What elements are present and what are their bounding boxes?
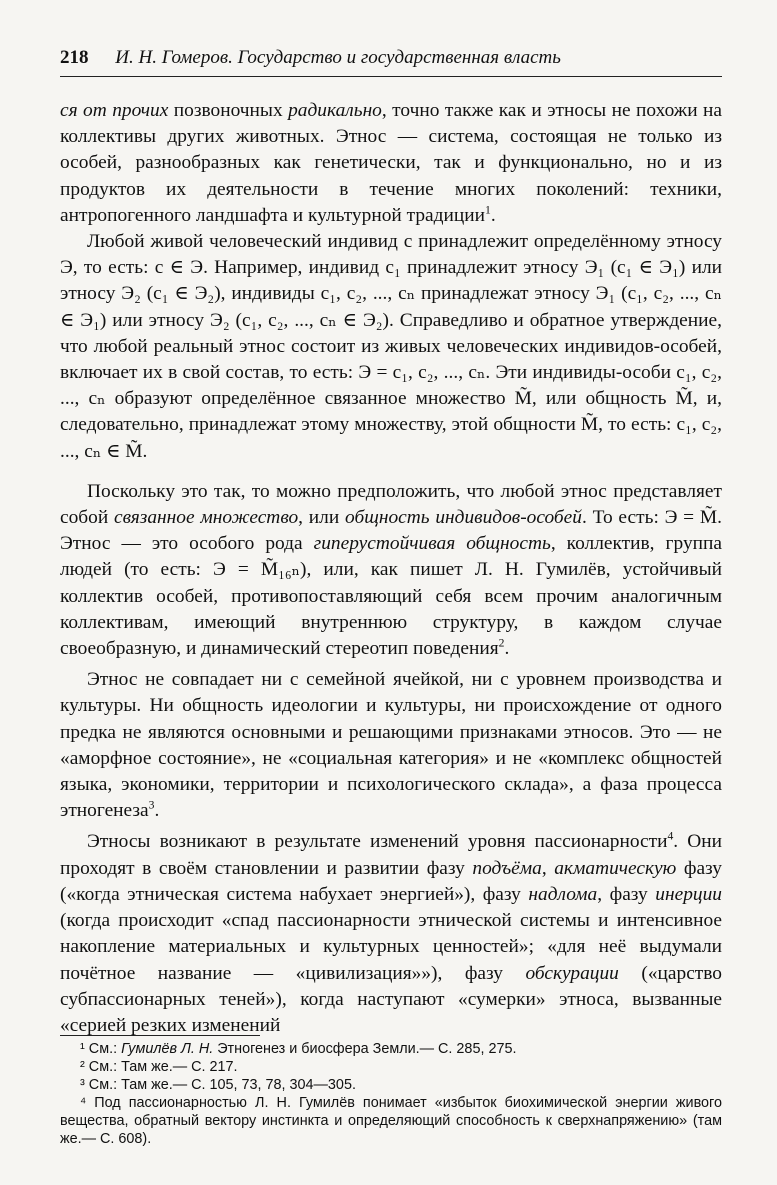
running-title: И. Н. Гомеров. Государство и государственная власть bbox=[115, 47, 561, 68]
italic-fragment: ся от прочих bbox=[60, 100, 169, 121]
text-fragment: Поскольку это так, то можно предположить, что любой этнос представляет собой bbox=[60, 480, 722, 529]
paragraph-2: Любой живой человеческий индивид c принадлежит определённому этносу Э, то есть: c ∈ Э. Например, индивид c₁ принадлежит этносу Э₁ (c₁ ∈ Э₁) или этносу Э₂ (c₁ ∈ Э₂), индивиды c₁, c₂, ..., cₙ принадлежат этносу Э₁ (c₁, c₂, ..., cₙ ∈ Э₁) или этносу Э₂ (c₁, c₂, ..., cₙ ∈ Э₂). Справедливо и обратное утверждение, что любой реальный этнос состоит из живых человеческих индивидов-особей, включает их в свой состав, то есть: Э = c₁, c₂, ..., cₙ. Эти индивиды-особи c₁, c₂, ..., cₙ образуют определённое связанное множество M̃, или общность M̃, и, следовательно, принадлежат этому множеству, этой общности M̃, то есть: c₁, c₂, ..., cₙ ∈ M̃. bbox=[60, 231, 722, 462]
paragraph-4 bbox=[60, 667, 722, 824]
text-fragment: , фазу bbox=[597, 883, 656, 905]
paragraph-3 bbox=[60, 479, 722, 662]
footnote-3 bbox=[60, 1076, 722, 1094]
footnote-text: См.: Там же.— С. 217. bbox=[84, 1059, 238, 1075]
header-rule bbox=[60, 76, 722, 77]
main-text bbox=[60, 98, 722, 1039]
paragraph-5 bbox=[60, 829, 722, 1039]
text-fragment: . Они проходят в своём становлении и развитии фазу bbox=[60, 831, 723, 879]
running-header bbox=[60, 46, 722, 70]
footnote-1 bbox=[60, 1040, 722, 1058]
text-fragment: , bbox=[541, 857, 555, 879]
footnote-4 bbox=[60, 1094, 722, 1148]
footnote-ref-2[interactable]: 2 bbox=[498, 636, 505, 650]
text-fragment: позвоночных bbox=[168, 100, 289, 121]
italic-fragment: общность индивидов-особей bbox=[345, 507, 582, 529]
footnote-mark: ⁴ bbox=[80, 1095, 87, 1111]
footnote-rule bbox=[60, 1035, 260, 1036]
text-fragment: («царство субпассионарных теней»), когда наступают «сумерки» этноса, вызванные «серией резких изменений bbox=[60, 962, 723, 1036]
text-fragment: (когда происходит «спад пассионарности этнической системы и интенсивное накопление материальных и культурных ценностей»; «для неё выдумали почётное название — «цивилизация»»), фазу bbox=[60, 910, 722, 984]
italic-fragment: связанное множество bbox=[114, 507, 299, 529]
text-fragment: . bbox=[490, 204, 496, 226]
italic-fragment: радикально bbox=[288, 100, 382, 121]
paragraph-1 bbox=[60, 98, 722, 229]
footnote-ref-3[interactable]: 3 bbox=[148, 798, 155, 812]
italic-fragment: инерции bbox=[655, 883, 722, 905]
footnotes bbox=[60, 1040, 722, 1148]
italic-fragment: обскурации bbox=[525, 962, 619, 984]
footnote-mark: ² bbox=[80, 1059, 85, 1075]
footnote-mark: ¹ bbox=[80, 1041, 85, 1057]
text-fragment: , коллектив, группа людей (то есть: Э = M̃₁₆ₙ), или, как пишет Л. Н. Гумилёв, устойчивый коллектив особей, противопоставляющий себя всем прочим аналогичным коллективам, имеющий внутреннюю структуру, в каждом случае своеобразную, и динамический стереотип поведения bbox=[60, 533, 722, 660]
footnote-mark: ³ bbox=[80, 1077, 85, 1093]
text-fragment: фазу («когда этническая система набухает энергией»), фазу bbox=[60, 857, 722, 905]
page-number: 218 bbox=[60, 47, 89, 68]
text-fragment: . bbox=[154, 800, 160, 822]
text-fragment: , точно также как и этносы не похожи на коллективы других животных. Этнос — система, состоящая не только из особей, разнообразных как генетически, так и функционально, но и из продуктов их деятельности в течение многих поколений: техники, антропогенного ландшафта и культурной традиции bbox=[60, 100, 722, 226]
italic-fragment: надлома bbox=[528, 883, 598, 905]
footnote-text: Под пассионарностью Л. Н. Гумилёв понимает «избыток биохимической энергии живого вещества, обратный вектору инстинкта и определяющий способность к сверхнапряжению» (там же.— С. 608). bbox=[60, 1095, 722, 1147]
footnote-2 bbox=[60, 1058, 722, 1076]
text-fragment: Этносы возникают в результате изменений уровня пассионарности bbox=[87, 831, 668, 853]
footnote-text: Этногенез и биосфера Земли.— С. 285, 275. bbox=[213, 1041, 517, 1057]
footnote-text: См.: bbox=[84, 1041, 122, 1057]
text-fragment: Этнос не совпадает ни с семейной ячейкой, ни с уровнем производства и культуры. Ни общность идеологии и культуры, ни происхождение от одного предка не являются основными и решающими признаками этносов. Это — не «аморфное состояние», не «социальная категория» и не «комплекс общностей языка, экономики, территории и психологического склада», а фаза процесса этногенеза bbox=[60, 669, 722, 822]
italic-fragment: акматическую bbox=[554, 857, 677, 879]
italic-fragment: подъёма bbox=[472, 857, 542, 879]
footnote-author: Гумилёв Л. Н. bbox=[121, 1041, 214, 1057]
footnote-ref-1[interactable]: 1 bbox=[485, 203, 491, 217]
italic-fragment: гиперустойчивая общность bbox=[313, 533, 551, 555]
footnote-ref-4[interactable]: 4 bbox=[667, 830, 674, 844]
text-fragment: . bbox=[504, 638, 510, 660]
footnote-text: См.: Там же.— С. 105, 73, 78, 304—305. bbox=[84, 1077, 356, 1093]
text-fragment: , или bbox=[298, 507, 345, 529]
text-fragment: . То есть: Э = M̃. Этнос — это особого рода bbox=[60, 507, 722, 555]
